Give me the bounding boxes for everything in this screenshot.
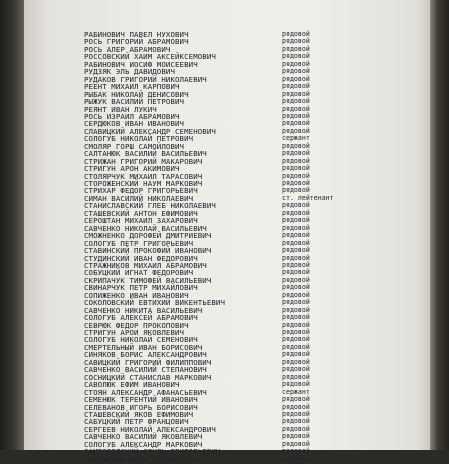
soldier-rank: рядовой xyxy=(282,111,310,120)
soldier-rank: рядовой xyxy=(282,350,310,359)
soldier-rank: рядовой xyxy=(282,313,310,322)
soldier-name: СЕРОШТАН МИХАИЛ ЗАХАРОВИЧ xyxy=(84,216,198,226)
soldier-rank: рядовой xyxy=(282,52,310,61)
soldier-rank: рядовой xyxy=(282,372,310,381)
soldier-name: САБУЦКИЙ ПЕТР ФРАНЦОВИЧ xyxy=(84,417,189,427)
soldier-name: САЛТАНЮК ВАСИЛИЙ ВАСИЛЬЕВИЧ xyxy=(84,149,207,159)
soldier-name: СТУДИНСКИЙ ИВАН ФЕДОРОВИЧ xyxy=(84,253,198,263)
soldier-rank: рядовой xyxy=(282,141,310,150)
soldier-name: СОБУЦКИЙ ИГНАТ ФЕДОРОВИЧ xyxy=(84,268,194,278)
soldier-rank: рядовой xyxy=(282,342,310,351)
soldier-name: СТОРОЖЕНСКИЙ НАУМ МАРКОВИЧ xyxy=(84,179,203,188)
soldier-rank: рядовой xyxy=(282,82,310,91)
soldier-rank: рядовой xyxy=(282,409,310,418)
soldier-rank: рядовой xyxy=(282,37,310,46)
soldier-rank: рядовой xyxy=(282,67,310,76)
soldier-rank: рядовой xyxy=(282,380,310,389)
soldier-rank: рядовой xyxy=(282,231,310,240)
soldier-name: СТАШЕВСКИЙ АНТОН ЕФИМОВИЧ xyxy=(84,208,198,218)
soldier-rank: рядовой xyxy=(282,402,310,411)
soldier-name: СТАШЕВСКИЙ ЯКОВ ЕФИМОВИЧ xyxy=(84,409,194,419)
soldier-rank: рядовой xyxy=(282,246,310,255)
soldier-name: СОЛОГУБ ПЕТР ГРИГОРЬЕВИЧ xyxy=(84,238,194,248)
soldier-rank: рядовой xyxy=(282,186,310,195)
soldier-name: РОСЬ АЛЕР АБРАМОВИЧ xyxy=(84,44,171,54)
soldier-name: СТРИГУН АРОИ ЯКОВЛЕВИЧ xyxy=(84,328,185,337)
soldier-name: СОЛОГУБ НИКОЛАЙ СЕМЕНОВИЧ xyxy=(84,335,198,345)
soldier-rank: рядовой xyxy=(282,164,310,173)
soldier-name: САМГОРОДСКИЙ СРУЛЬ ГРИГОРЬЕВИЧ xyxy=(84,447,221,457)
soldier-name: РЫЖУК ВАСИЛИЙ ПЕТРОВИЧ xyxy=(84,97,185,107)
soldier-name: СМОЛЯР ГОРШ САМОЙЛОВИЧ xyxy=(84,141,185,151)
soldier-rank: рядовой xyxy=(282,104,310,113)
soldier-name: СТРАЖНИКОВ МИХАИЛ АБРАМОВИЧ xyxy=(84,260,207,270)
soldier-rank: рядовой xyxy=(282,454,310,463)
soldier-rank: рядовой xyxy=(282,357,310,366)
soldier-rank: рядовой xyxy=(282,179,310,187)
soldier-name: РУДЗЯК ЭЛЬ ДАВИДОВИЧ xyxy=(84,67,175,77)
document-page xyxy=(24,0,432,464)
soldier-rank: рядовой xyxy=(282,97,310,106)
soldier-rank: рядовой xyxy=(282,395,310,404)
soldier-rank: рядовой xyxy=(282,59,310,68)
soldier-rank: рядовой xyxy=(282,260,310,269)
soldier-rank: рядовой xyxy=(282,119,310,128)
soldier-rank: рядовой xyxy=(282,417,310,426)
soldier-name: СОКОЛОВСКИЙ ЕВТИХИЙ ВИКЕНТЬЕВИЧ xyxy=(84,298,226,308)
soldier-name: САВЧЕНКО НИКОЛАЙ ВАСИЛЬЕВИЧ xyxy=(84,223,207,233)
soldier-rank: рядовой xyxy=(282,216,310,225)
soldier-rank: рядовой xyxy=(282,74,310,83)
soldier-name: СТАВИНСКИЙ ПРОКОФИЙ ИВАНОВИЧ xyxy=(84,246,212,256)
soldier-name: СОЛОГУБ НИКОЛАЙ ПЕТРОВИЧ xyxy=(84,134,194,144)
soldier-name: СТОЛЯРЧУК МИХАИЛ ТАРАСОВИЧ xyxy=(84,171,203,181)
soldier-rank: рядовой xyxy=(282,328,310,336)
soldier-name: СТРИГУН АРОН АКИМОВИЧ xyxy=(84,164,180,174)
soldier-name: СТРИХАР ФЕДОР ГРИГОРЬЕВИЧ xyxy=(84,186,198,196)
soldier-rank: рядовой xyxy=(282,30,310,38)
soldier-rank: рядовой xyxy=(282,171,310,180)
soldier-name: СЛАВИЦКИЙ АЛЕКСАНДР СЕМЕНОВИЧ xyxy=(84,126,216,136)
soldier-name: СОЛОГУБ АЛЕКСЕЙ АБРАМОВИЧ xyxy=(84,313,198,323)
soldier-name: РОССОВСКИЙ ХАИМ АКСЕЙКСЕМОВИЧ xyxy=(84,52,216,62)
soldier-rank: рядовой xyxy=(282,335,310,344)
soldier-name: СЕМЕНЮК ТЕРЕНТИЙ ИВАНОВИЧ xyxy=(84,395,198,405)
soldier-name: СОПИЖЕНКО ИВАН ИВАНОВИЧ xyxy=(84,290,189,300)
soldier-rank: рядовой xyxy=(282,201,310,210)
soldier-rank: ст. лейтенант xyxy=(282,193,334,202)
soldier-name: САВЧЕНКО НИКИТА ВАСИЛЬЕВИЧ xyxy=(84,305,203,315)
soldier-name: САВИЦКИЙ ГРИГОРИЙ ФИЛИППОВИЧ xyxy=(84,357,212,367)
soldier-rank: рядовой xyxy=(282,290,310,299)
soldier-name: САВЧЕНКО ВАСИЛИЙ СТЕПАНОВИЧ xyxy=(84,365,207,375)
soldier-name: РУДАКОВ ГРИГОРИЙ НИКОЛАЕВИЧ xyxy=(84,74,207,84)
soldier-name: СИМАН ВАСИЛИЙ НИКОЛАЕВИЧ xyxy=(84,193,194,203)
soldier-name: СЕРДЮКОВ ИВАН ИВАНОВИЧ xyxy=(84,119,185,129)
soldier-rank: рядовой xyxy=(282,208,310,217)
soldier-name: СЕВРЮК ФЕДОР ПРОКОПОВИЧ xyxy=(84,320,189,330)
list-item xyxy=(24,455,432,464)
soldier-name: СОПИЖЕНКО ИВАН ТРОФИМОВИЧ xyxy=(84,454,198,464)
soldier-name: СМОЖНЕНКО ДОРОФЕЙ ДМИТРИЕВИЧ xyxy=(84,231,212,241)
soldier-name: СТРИЖАН ГРИГОРИЙ МАКАРОВИЧ xyxy=(84,156,203,166)
soldier-rank: рядовой xyxy=(282,149,310,158)
soldier-name: РАБИНОВИЧ ПАВЕЛ НУХОВИЧ xyxy=(84,30,189,39)
soldier-name: СМЕРТЕЛЬНЫЙ ИВАН БОРИСОВИЧ xyxy=(84,342,203,352)
soldier-rank: рядовой xyxy=(282,305,310,314)
soldier-rank: рядовой xyxy=(282,126,310,135)
soldier-name: СКРИПАЧУК ТИМОФЕЙ ВАСИЛЬЕВИЧ xyxy=(84,275,212,285)
soldier-rank: рядовой xyxy=(282,320,310,329)
soldier-rank: рядовой xyxy=(282,275,310,284)
soldier-rank: рядовой xyxy=(282,268,310,277)
soldier-rank: рядовой xyxy=(282,432,310,441)
page-edge-shadow xyxy=(430,0,449,450)
soldier-rank: рядовой xyxy=(282,253,310,262)
soldier-name: СЕЛЕВАНОВ ИГОРЬ БОРИСОВИЧ xyxy=(84,402,198,412)
soldier-name: РЕЕНТ МИХАИЛ КАРПОВИЧ xyxy=(84,82,180,92)
soldier-rank: рядовой xyxy=(282,424,310,433)
soldier-name: САВОЛЮК ЕФИМ ИВАНОВИЧ xyxy=(84,380,180,390)
soldier-name: РЕЯНТ ИВАН ЛУКИЧ xyxy=(84,104,157,114)
soldier-rank: рядовой xyxy=(282,365,310,374)
soldier-rank: рядовой xyxy=(282,298,310,307)
soldier-name: РОСЬ ГРИГОРИЙ АБРАМОВИЧ xyxy=(84,37,189,47)
book-gutter-shadow xyxy=(0,0,26,450)
soldier-rank: рядовой xyxy=(282,439,310,448)
soldier-rank: сержант xyxy=(282,134,310,143)
soldier-name: СТАНИСЛАВСКИЙ ГЛЕБ НИКОЛАЕВИЧ xyxy=(84,201,216,211)
soldier-name: РАБИНОВИЧ ИОСИФ МОИСЕЕВИЧ xyxy=(84,59,198,69)
soldier-rank: рядовой xyxy=(282,223,310,232)
soldier-name: СЕРГЕЕВ НИКОЛАЙ АЛЕКСАНДРОВИЧ xyxy=(84,424,216,434)
soldier-name: СОЛОГУБ АЛЕКСАНДР МАРКОВИЧ xyxy=(84,439,203,449)
soldier-rank: рядовой xyxy=(282,89,310,98)
soldier-rank: рядовой xyxy=(282,447,310,456)
soldier-name: СИНЯКОВ БОРИС АЛЕКСАНДРОВИЧ xyxy=(84,350,207,360)
soldier-name: СТОЯН АЛЕКСАНДР АФАНАСЬЕВИЧ xyxy=(84,387,207,397)
soldier-rank: рядовой xyxy=(282,44,310,53)
soldier-name: СОСНИЦКИЙ СТАНИСЛАВ МАРКОВИЧ xyxy=(84,372,212,382)
soldier-rank: рядовой xyxy=(282,283,310,292)
soldier-name: СВИНАРЧУК ПЕТР МИХАЙЛОВИЧ xyxy=(84,283,198,293)
soldier-rank: рядовой xyxy=(282,238,310,247)
soldier-rank: рядовой xyxy=(282,156,310,165)
soldier-rank: сержант xyxy=(282,387,310,396)
soldier-name: РЫБАК НИКОЛАЙ ДЕНИСОВИЧ xyxy=(84,89,189,99)
soldier-name: САВЧЕНКО ВАСИЛИЙ ЯКОВЛЕВИЧ xyxy=(84,432,203,442)
soldier-name: РОСЬ ИЗРАИЛ АБРАМОВИЧ xyxy=(84,111,180,121)
